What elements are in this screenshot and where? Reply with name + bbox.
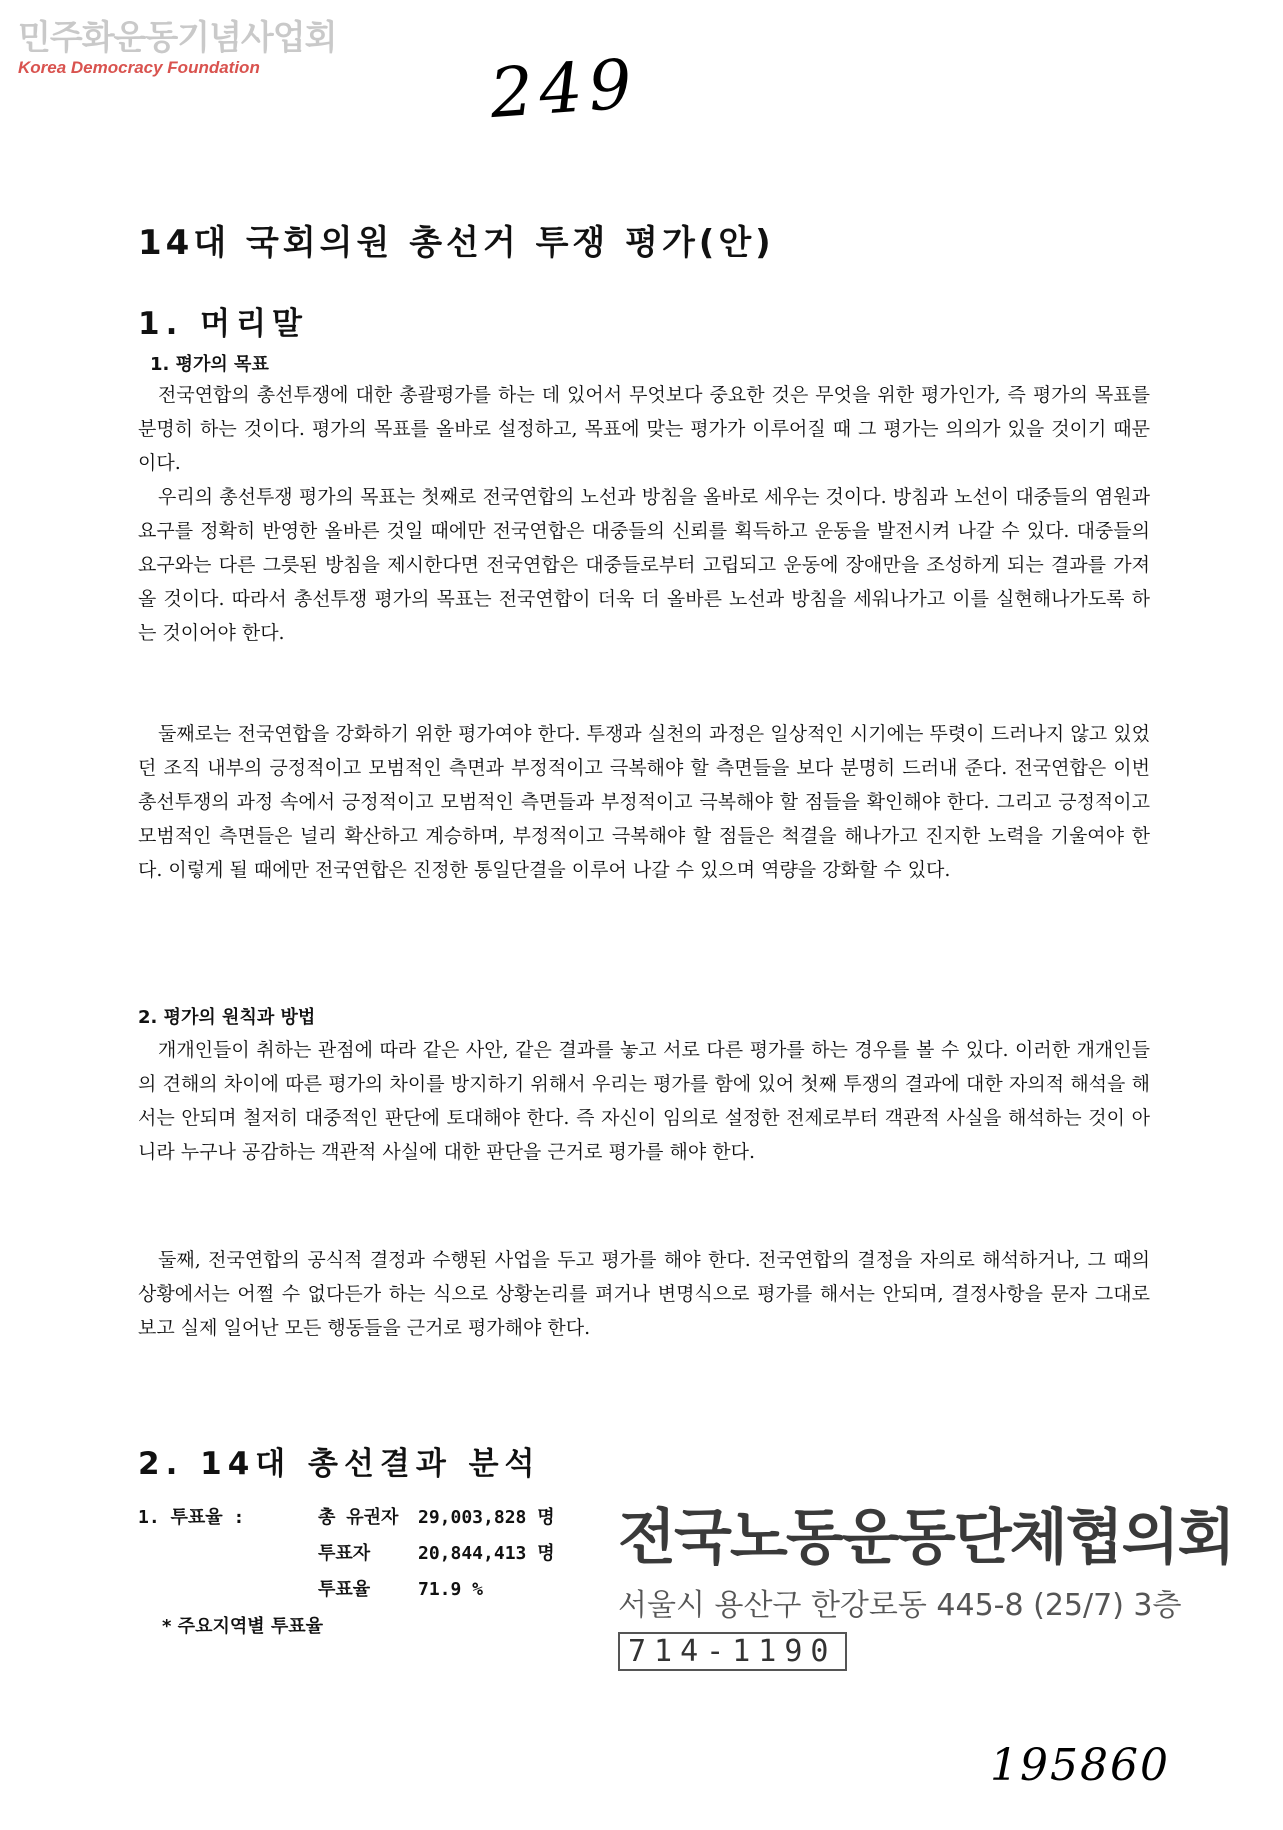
vote-value: 71.9 % [418, 1579, 484, 1600]
vote-value: 20,844,413 명 [418, 1543, 555, 1564]
section2-heading: 2. 14대 총선결과 분석 [138, 1446, 541, 1482]
paragraph-goal-2: 우리의 총선투쟁 평가의 목표는 첫째로 전국연합의 노선과 방침을 올바로 세우는 것이다. 방침과 노선이 대중들의 염원과 요구를 정확히 반영한 올바른 것일 때에만 전국연합은 대중들의 신뢰를 획득하고 운동을 발전시켜 나갈 수 있다. 대중들의 요구와는 다른 그릇된 방침을 제시한다면 전국연합은 대중들로부터 고립되고 운동에 장애만을 조성하게 되는 결과를 가져올 것이다. 따라서 총선투쟁 평가의 목표는 전국연합이 더욱 더 올바른 노선과 방침을 세워나가고 이를 실현해나가도록 하는 것이어야 한다. [138, 486, 1150, 644]
watermark-logo [18, 18, 336, 78]
handwritten-serial-number: 195860 [990, 1740, 1170, 1791]
section1-heading: 1. 머리말 [138, 306, 308, 342]
paragraph-principle-1: 개개인들이 취하는 관점에 따라 같은 사안, 같은 결과를 놓고 서로 다른 평가를 하는 경우를 볼 수 있다. 이러한 개개인들의 견해의 차이에 따른 평가의 차이를 방지하기 위해서 우리는 평가를 함에 있어 첫째 투쟁의 결과에 대한 자의적 해석을 해서는 안되며 철저히 대중적인 판단에 토대해야 한다. 즉 자신이 임의로 설정한 전제로부터 객관적 사실을 해석하는 것이 아니라 누구나 공감하는 객관적 사실에 대한 판단을 근거로 평가를 해야 한다. [138, 1039, 1150, 1163]
document-title: 14대 국회의원 총선거 투쟁 평가(안) [138, 223, 775, 263]
section1-sub2-heading: 2. 평가의 원칙과 방법 [138, 1007, 316, 1028]
stamp-organization-name: 전국노동운동단체협의회 [618, 1503, 1234, 1573]
paragraph-principle-2: 둘째, 전국연합의 공식적 결정과 수행된 사업을 두고 평가를 해야 한다. 전국연합의 결정을 자의로 해석하거나, 그 때의 상황에서는 어쩔 수 없다든가 하는 식으로 상황논리를 펴거나 변명식으로 평가를 해서는 안되며, 결정사항을 문자 그대로 보고 실제 일어난 모든 행동들을 근거로 평가해야 한다. [138, 1249, 1150, 1339]
vote-row [138, 1536, 555, 1572]
vote-label: 1. 투표율 : [138, 1507, 245, 1528]
organization-stamp [618, 1490, 1258, 1671]
watermark-english: Korea Democracy Foundation [18, 58, 260, 77]
paragraph-goal-3: 둘째로는 전국연합을 강화하기 위한 평가여야 한다. 투쟁과 실천의 과정은 일상적인 시기에는 뚜렷이 드러나지 않고 있었던 조직 내부의 긍정적이고 모범적인 측면과 부정적이고 극복해야 할 측면들을 보다 분명히 드러내 준다. 전국연합은 이번 총선투쟁의 과정 속에서 긍정적이고 모범적인 측면들과 부정적이고 극복해야 할 점들을 확인해야 한다. 그리고 긍정적이고 모범적인 측면들은 널리 확산하고 계승하며, 부정적이고 극복해야 할 점들은 척결을 해나가고 진지한 노력을 기울여야 한다. 이렇게 될 때에만 전국연합은 진정한 통일단결을 이루어 나갈 수 있으며 역량을 강화할 수 있다. [138, 723, 1150, 881]
vote-row [138, 1500, 555, 1536]
stamp-address: 서울시 용산구 한강로동 445-8 (25/7) 3층 [618, 1588, 1182, 1623]
watermark-korean: 민주화운동기념사업회 [18, 18, 337, 58]
stamp-phone: 714-1190 [618, 1632, 847, 1671]
vote-key: 투표자 [318, 1543, 371, 1564]
vote-key: 투표율 [318, 1579, 371, 1600]
handwritten-page-number: 249 [487, 44, 641, 135]
vote-table [138, 1500, 555, 1608]
vote-row [138, 1572, 555, 1608]
section1-sub1-heading: 1. 평가의 목표 [150, 354, 269, 375]
vote-note: * 주요지역별 투표율 [162, 1616, 324, 1637]
vote-value: 29,003,828 명 [418, 1507, 555, 1528]
paragraph-goal-1: 전국연합의 총선투쟁에 대한 총괄평가를 하는 데 있어서 무엇보다 중요한 것은 무엇을 위한 평가인가, 즉 평가의 목표를 분명히 하는 것이다. 평가의 목표를 올바로 설정하고, 목표에 맞는 평가가 이루어질 때 그 평가는 의의가 있을 것이기 때문이다. [138, 384, 1150, 474]
vote-key: 총 유권자 [318, 1507, 399, 1528]
